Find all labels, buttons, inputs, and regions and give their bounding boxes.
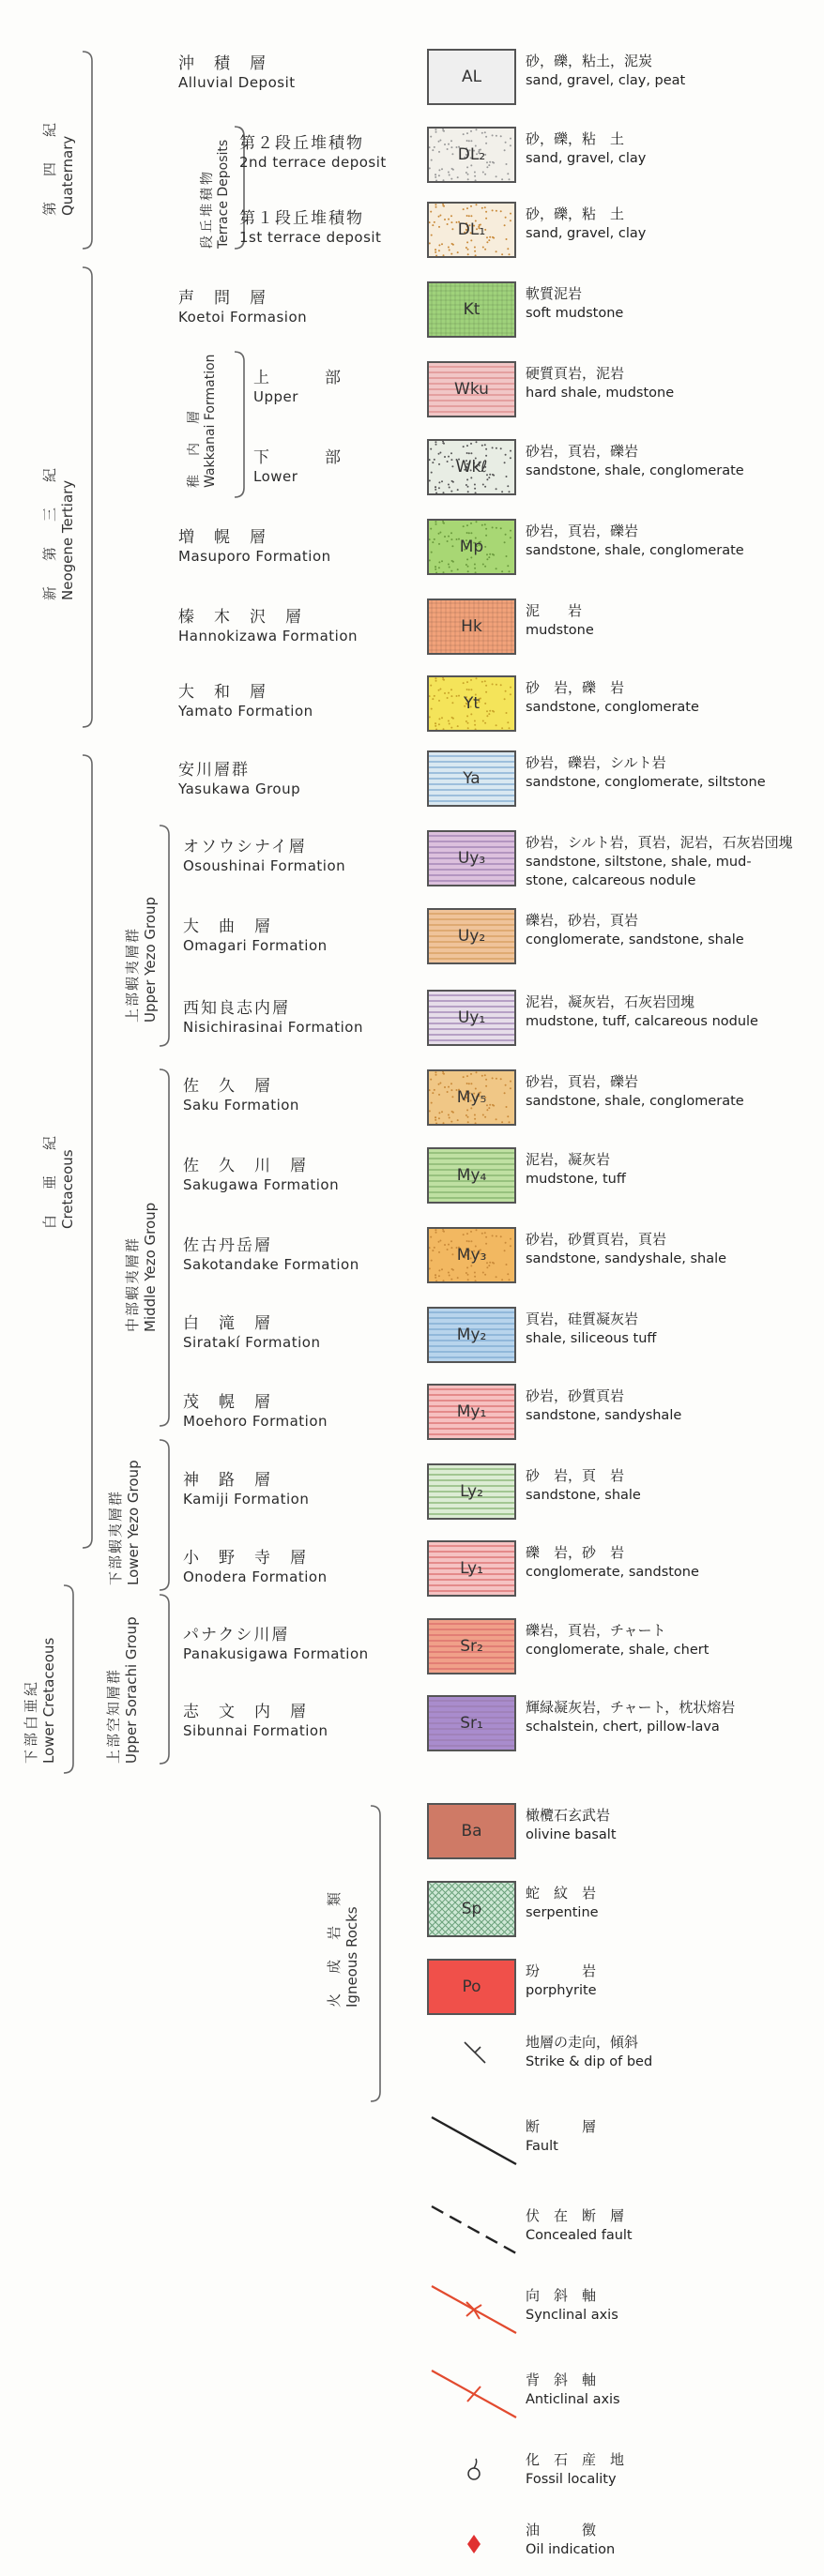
oil-indication-icon	[427, 2516, 521, 2576]
unit-code: Yt	[463, 694, 481, 713]
unit-code: Ly₂	[460, 1482, 483, 1501]
unit-name-jp: 榛 木 沢 層	[178, 608, 303, 627]
group-label-neogene: 新 第 三 紀 Neogene Tertiary	[41, 462, 76, 600]
unit-lithology-jp: 砂，礫，粘土，泥炭	[526, 53, 653, 69]
unit-name-en: Masuporo Formation	[178, 548, 331, 565]
unit-lithology-en-cont: stone, calcareous nodule	[526, 873, 696, 888]
unit-swatch	[427, 439, 516, 495]
unit-swatch	[427, 1463, 516, 1520]
unit-lithology-jp: 軟質泥岩	[526, 285, 583, 302]
unit-code: My₁	[456, 1402, 487, 1421]
unit-lithology-jp: 硬質頁岩，泥岩	[526, 365, 625, 382]
unit-name-jp: 第１段丘堆積物	[239, 209, 364, 228]
unit-name-jp: パナクシ川層	[183, 1626, 290, 1644]
unit-name-jp: 佐 久 層	[183, 1077, 272, 1096]
unit-lithology-en: sandstone, conglomerate	[526, 700, 699, 715]
unit-swatch	[427, 750, 516, 807]
group-label-cretaceous: 白 亜 紀 Cretaceous	[41, 1129, 76, 1229]
unit-name-en: Koetoi Formasion	[178, 309, 308, 326]
unit-swatch	[427, 830, 516, 886]
unit-lithology-en: sand, gravel, clay	[526, 226, 647, 241]
unit-lithology-jp: 砂岩，シルト岩，頁岩，泥岩，石灰岩団塊	[526, 834, 793, 851]
unit-code: My₄	[456, 1166, 487, 1185]
unit-code: Ba	[461, 1822, 482, 1841]
unit-lithology-en: sandstone, conglomerate, siltstone	[526, 775, 766, 790]
unit-code: Uy₂	[457, 927, 486, 946]
unit-lithology-en: soft mudstone	[526, 306, 624, 321]
unit-code: Kt	[463, 300, 481, 319]
strike-dip-icon	[427, 2028, 521, 2088]
unit-code: Wkℓ	[455, 458, 488, 477]
unit-name-jp: 安川層群	[178, 761, 250, 780]
unit-lithology-en: porphyrite	[526, 1983, 597, 1998]
unit-swatch	[427, 1540, 516, 1597]
symbol-label-en: Oil indication	[526, 2542, 616, 2557]
unit-lithology-en: mudstone, tuff, calcareous nodule	[526, 1014, 758, 1029]
unit-code: My₂	[456, 1326, 487, 1344]
unit-lithology-en: sandstone, sandyshale, shale	[526, 1251, 727, 1266]
unit-name-jp: 佐 久 川 層	[183, 1157, 308, 1175]
unit-swatch	[427, 1803, 516, 1859]
unit-name-en: Yamato Formation	[178, 703, 313, 720]
fossil-icon	[427, 2446, 521, 2506]
unit-name-jp: 茂 幌 層	[183, 1393, 272, 1412]
unit-name-jp: オソウシナイ層	[183, 838, 307, 856]
synclinal-axis-icon	[427, 2281, 521, 2341]
unit-lithology-jp: 礫岩，砂岩，頁岩	[526, 912, 639, 929]
unit-code: My₅	[456, 1088, 487, 1107]
symbol-label-jp: 向 斜 軸	[526, 2287, 597, 2304]
unit-swatch	[427, 675, 516, 732]
unit-lithology-en: sand, gravel, clay	[526, 151, 647, 166]
unit-name-en: Lower	[253, 468, 298, 485]
unit-lithology-jp: 砂，礫，粘 土	[526, 130, 625, 147]
unit-code: AL	[461, 68, 482, 86]
unit-name-jp: 下 部	[253, 448, 343, 467]
unit-code: DL₂	[457, 145, 486, 164]
unit-name-en: Upper	[253, 388, 298, 405]
unit-swatch	[427, 1384, 516, 1440]
symbol-label-en: Anticlinal axis	[526, 2392, 620, 2407]
unit-swatch	[427, 49, 516, 105]
unit-name-en: Panakusigawa Formation	[183, 1645, 369, 1662]
unit-swatch	[427, 1618, 516, 1674]
unit-lithology-jp: 泥 岩	[526, 602, 583, 619]
unit-name-jp: 小 野 寺 層	[183, 1549, 308, 1568]
unit-code: Ly₁	[460, 1559, 483, 1578]
unit-code: Mp	[459, 538, 484, 556]
unit-name-en: 1st terrace deposit	[239, 229, 382, 246]
unit-name-en: Hannokizawa Formation	[178, 628, 359, 644]
unit-name-jp: 白 滝 層	[183, 1314, 272, 1333]
unit-lithology-jp: 砂岩，砂質頁岩，頁岩	[526, 1231, 667, 1248]
unit-name-en: Osoushinai Formation	[183, 857, 346, 874]
unit-lithology-jp: 砂，礫，粘 土	[526, 205, 625, 222]
unit-name-jp: 上 部	[253, 369, 343, 387]
group-label-upper-yezo: 上部蝦夷層群 Upper Yezo Group	[124, 896, 159, 1023]
unit-code: Wku	[454, 380, 489, 399]
unit-lithology-jp: 橄欖石玄武岩	[526, 1807, 611, 1824]
group-label-middle-yezo: 中部蝦夷層群 Middle Yezo Group	[124, 1202, 159, 1332]
unit-code: DL₁	[457, 220, 486, 239]
unit-swatch	[427, 1959, 516, 2015]
unit-name-jp: 神 路 層	[183, 1471, 272, 1490]
unit-lithology-en: conglomerate, shale, chert	[526, 1643, 710, 1658]
unit-lithology-en: conglomerate, sandstone	[526, 1565, 699, 1580]
unit-code: Sr₁	[460, 1714, 483, 1733]
unit-name-en: Omagari Formation	[183, 937, 328, 954]
unit-swatch	[427, 361, 516, 417]
unit-lithology-jp: 砂 岩，礫 岩	[526, 679, 625, 696]
unit-name-en: Kamiji Formation	[183, 1491, 310, 1508]
unit-swatch	[427, 1695, 516, 1751]
group-label-lower-cretaceous: 下部白亜紀 Lower Cretaceous	[23, 1637, 57, 1764]
unit-name-en: Sakotandake Formation	[183, 1256, 359, 1273]
unit-lithology-en: hard shale, mudstone	[526, 386, 675, 401]
unit-name-en: Nisichirasinai Formation	[183, 1019, 363, 1036]
unit-name-jp: 志 文 内 層	[183, 1703, 308, 1721]
unit-code: Hk	[461, 617, 482, 636]
unit-name-en: Alluvial Deposit	[178, 74, 296, 91]
symbol-label-en: Synclinal axis	[526, 2308, 618, 2323]
symbol-label-jp: 油 徴	[526, 2522, 597, 2538]
unit-swatch	[427, 1881, 516, 1937]
unit-swatch	[427, 127, 516, 183]
symbol-label-jp: 背 斜 軸	[526, 2371, 597, 2388]
unit-swatch	[427, 1307, 516, 1363]
unit-lithology-jp: 玢 岩	[526, 1962, 597, 1979]
unit-code: My₃	[456, 1246, 487, 1265]
unit-swatch	[427, 519, 516, 575]
unit-lithology-en: schalstein, chert, pillow-lava	[526, 1720, 720, 1735]
concealed-fault-icon	[427, 2202, 521, 2262]
unit-lithology-en: sandstone, siltstone, shale, mud-	[526, 855, 752, 870]
unit-name-en: 2nd terrace deposit	[239, 154, 387, 171]
unit-name-en: Siratakí Formation	[183, 1334, 321, 1351]
fault-icon	[427, 2113, 521, 2173]
group-label-quaternary: 第 四 紀 Quaternary	[41, 116, 76, 216]
group-label-terrace: 段丘堆積物 Terrace Deposits	[200, 139, 231, 249]
unit-name-en: Saku Formation	[183, 1097, 299, 1114]
unit-lithology-jp: 砂岩，頁岩，礫岩	[526, 1073, 639, 1090]
unit-lithology-en: sand, gravel, clay, peat	[526, 73, 686, 88]
unit-lithology-jp: 頁岩，硅質凝灰岩	[526, 1311, 639, 1327]
unit-lithology-en: mudstone	[526, 623, 594, 638]
unit-lithology-jp: 砂 岩，頁 岩	[526, 1467, 625, 1484]
unit-name-jp: 西知良志内層	[183, 999, 290, 1018]
unit-swatch	[427, 1069, 516, 1126]
group-label-upper-sorachi: 上部空知層群 Upper Sorachi Group	[105, 1616, 140, 1764]
unit-swatch	[427, 281, 516, 338]
group-label-lower-yezo: 下部蝦夷層群 Lower Yezo Group	[107, 1460, 142, 1585]
unit-swatch	[427, 990, 516, 1046]
unit-swatch	[427, 202, 516, 258]
unit-lithology-en: sandstone, shale, conglomerate	[526, 1094, 744, 1109]
unit-lithology-en: sandstone, sandyshale	[526, 1408, 682, 1423]
unit-lithology-en: olivine basalt	[526, 1827, 617, 1842]
unit-lithology-en: sandstone, shale, conglomerate	[526, 463, 744, 478]
unit-lithology-jp: 泥岩，凝灰岩	[526, 1151, 611, 1168]
unit-code: Uy₃	[457, 849, 486, 868]
unit-lithology-jp: 輝緑凝灰岩，チャート，枕状熔岩	[526, 1699, 736, 1716]
unit-name-jp: 増 幌 層	[178, 528, 267, 547]
symbol-label-en: Fossil locality	[526, 2472, 617, 2487]
unit-lithology-en: sandstone, shale, conglomerate	[526, 543, 744, 558]
unit-name-en: Yasukawa Group	[178, 780, 301, 797]
unit-lithology-jp: 砂岩，頁岩，礫岩	[526, 443, 639, 460]
unit-code: Uy₁	[457, 1008, 486, 1027]
symbol-label-jp: 断 層	[526, 2118, 597, 2135]
unit-name-en: Sakugawa Formation	[183, 1176, 340, 1193]
unit-lithology-en: sandstone, shale	[526, 1488, 641, 1503]
unit-swatch	[427, 599, 516, 655]
symbol-label-jp: 伏 在 断 層	[526, 2207, 625, 2224]
unit-lithology-jp: 砂岩，砂質頁岩	[526, 1387, 625, 1404]
group-label-wakkanai: 稚 内 層 Wakkanai Formation	[187, 354, 218, 488]
unit-name-en: Onodera Formation	[183, 1568, 328, 1585]
unit-lithology-jp: 砂岩，礫岩，シルト岩	[526, 754, 666, 771]
unit-lithology-en: mudstone, tuff	[526, 1172, 626, 1187]
symbol-label-en: Strike & dip of bed	[526, 2054, 653, 2069]
unit-name-jp: 大 和 層	[178, 683, 267, 702]
symbol-label-en: Concealed fault	[526, 2228, 633, 2243]
unit-name-jp: 声 問 層	[178, 289, 267, 308]
unit-code: Po	[462, 1977, 481, 1996]
unit-name-jp: 第２段丘堆積物	[239, 134, 364, 153]
unit-swatch	[427, 908, 516, 964]
unit-name-en: Moehoro Formation	[183, 1413, 328, 1430]
anticlinal-axis-icon	[427, 2366, 521, 2426]
symbol-label-jp: 化 石 産 地	[526, 2451, 625, 2468]
unit-name-jp: 大 曲 層	[183, 917, 272, 936]
unit-lithology-jp: 礫 岩，砂 岩	[526, 1544, 625, 1561]
unit-lithology-en: serpentine	[526, 1905, 599, 1920]
unit-name-en: Sibunnai Formation	[183, 1722, 328, 1739]
unit-name-jp: 佐古丹岳層	[183, 1236, 272, 1255]
symbol-label-jp: 地層の走向，傾斜	[526, 2034, 639, 2051]
unit-name-jp: 沖 積 層	[178, 54, 267, 73]
unit-lithology-jp: 蛇 紋 岩	[526, 1885, 597, 1902]
unit-lithology-en: shale, siliceous tuff	[526, 1331, 657, 1346]
unit-swatch	[427, 1147, 516, 1204]
unit-swatch	[427, 1227, 516, 1283]
symbol-label-en: Fault	[526, 2139, 558, 2154]
unit-lithology-jp: 砂岩，頁岩，礫岩	[526, 523, 639, 539]
unit-code: Ya	[463, 769, 481, 788]
unit-lithology-jp: 礫岩，頁岩，チャート	[526, 1622, 666, 1639]
unit-lithology-en: conglomerate, sandstone, shale	[526, 932, 744, 947]
unit-lithology-jp: 泥岩，凝灰岩，石灰岩団塊	[526, 993, 695, 1010]
unit-code: Sp	[461, 1900, 482, 1918]
unit-code: Sr₂	[460, 1637, 483, 1656]
group-label-igneous: 火 成 岩 類 Igneous Rocks	[326, 1888, 360, 2008]
